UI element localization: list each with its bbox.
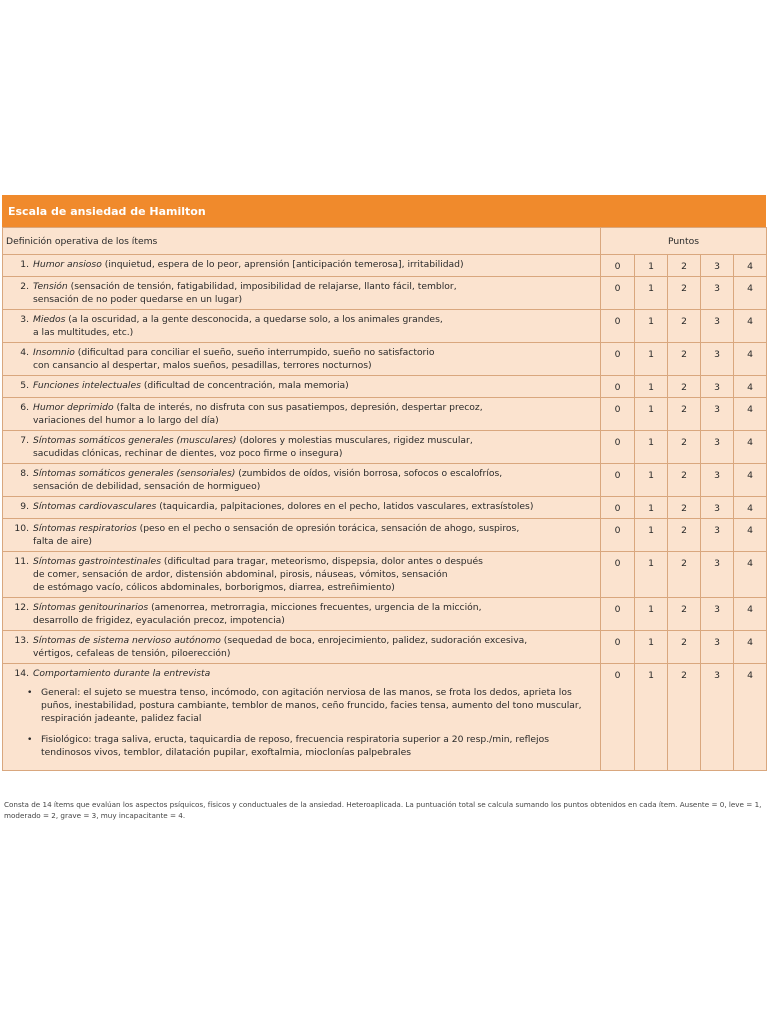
table-row — [3, 519, 767, 552]
score-cell: 1 — [635, 464, 668, 497]
item-number: 11. — [14, 556, 29, 567]
score-cell: 0 — [601, 598, 635, 631]
item-description — [3, 664, 601, 771]
table-row — [3, 255, 767, 277]
score-cell: 1 — [635, 552, 668, 598]
score-cell: 4 — [734, 497, 767, 519]
item-description — [3, 497, 601, 519]
item-text-line2: sensación de no poder quedarse en un lugar) — [33, 294, 243, 305]
table-row — [3, 464, 767, 497]
score-cell: 2 — [668, 255, 701, 277]
score-cell: 3 — [701, 464, 734, 497]
score-cell: 1 — [635, 376, 668, 398]
item-number: 8. — [20, 468, 29, 479]
item-number: 9. — [20, 501, 29, 512]
score-cell: 3 — [701, 631, 734, 664]
score-cell: 2 — [668, 631, 701, 664]
item-number: 13. — [14, 635, 29, 646]
score-cell: 3 — [701, 664, 734, 771]
item-number: 5. — [20, 380, 29, 391]
score-cell: 1 — [635, 343, 668, 376]
item-number: 4. — [20, 347, 29, 358]
score-cell: 1 — [635, 398, 668, 431]
item-name: Síntomas genitourinarios — [33, 602, 149, 613]
item-text: (dificultad de concentración, mala memoria) — [140, 380, 349, 391]
score-cell: 1 — [635, 598, 668, 631]
item-number: 2. — [20, 281, 29, 292]
score-cell: 3 — [701, 310, 734, 343]
item-name: Humor ansioso — [33, 259, 102, 270]
score-cell: 4 — [734, 431, 767, 464]
score-cell: 2 — [668, 598, 701, 631]
score-cell: 3 — [701, 343, 734, 376]
item-text: (dificultad para tragar, meteorismo, dispepsia, dolor antes o después — [160, 556, 483, 567]
score-cell: 1 — [635, 277, 668, 310]
item-description — [3, 631, 601, 664]
table-row — [3, 552, 767, 598]
item-number: 6. — [20, 402, 29, 413]
score-cell: 1 — [635, 431, 668, 464]
score-cell: 2 — [668, 431, 701, 464]
item-name: Síntomas respiratorios — [33, 523, 137, 534]
table-row — [3, 598, 767, 631]
score-cell: 2 — [668, 497, 701, 519]
item-name: Síntomas somáticos generales (sensoriales) — [33, 468, 236, 479]
score-cell: 0 — [601, 343, 635, 376]
table-row — [3, 310, 767, 343]
item14-physio: • Fisiológico: traga saliva, eructa, taquicardia de reposo, frecuencia respiratoria superior a 20 resp./min, reflejos tendinosos vivos, temblor, dilatación pupilar, exoftalmia, mioclonías palpebrales — [31, 733, 597, 759]
item-text: (inquietud, espera de lo peor, aprensión [anticipación temerosa], irritabilidad) — [101, 259, 464, 270]
table-title: Escala de ansiedad de Hamilton — [2, 195, 766, 227]
score-cell: 2 — [668, 519, 701, 552]
table-row — [3, 277, 767, 310]
score-cell: 2 — [668, 277, 701, 310]
item-name: Tensión — [33, 281, 68, 292]
table-row — [3, 431, 767, 464]
item-text: (sensación de tensión, fatigabilidad, imposibilidad de relajarse, llanto fácil, temblor, — [67, 281, 457, 292]
score-cell: 0 — [601, 497, 635, 519]
score-cell: 4 — [734, 376, 767, 398]
score-cell: 1 — [635, 631, 668, 664]
item-text: (zumbidos de oídos, visión borrosa, sofocos o escalofríos, — [235, 468, 503, 479]
item-text: (dolores y molestias musculares, rigidez muscular, — [236, 435, 473, 446]
score-cell: 0 — [601, 255, 635, 277]
score-cell: 0 — [601, 398, 635, 431]
header-definition: Definición operativa de los ítems — [3, 228, 601, 255]
item-number: 1. — [20, 259, 29, 270]
item-text: (sequedad de boca, enrojecimiento, palidez, sudoración excesiva, — [220, 635, 528, 646]
table-row — [3, 343, 767, 376]
score-cell: 4 — [734, 552, 767, 598]
item-name: Miedos — [33, 314, 66, 325]
item-number: 14. — [14, 668, 29, 679]
item-description — [3, 519, 601, 552]
score-cell: 4 — [734, 310, 767, 343]
score-cell: 1 — [635, 497, 668, 519]
item-number: 3. — [20, 314, 29, 325]
score-cell: 0 — [601, 376, 635, 398]
item-text: (a la oscuridad, a la gente desconocida, a quedarse solo, a los animales grandes, — [65, 314, 443, 325]
item-text-line2: desarrollo de frigidez, eyaculación precoz, impotencia) — [33, 615, 285, 626]
score-cell: 3 — [701, 277, 734, 310]
item-number: 10. — [14, 523, 29, 534]
score-cell: 4 — [734, 519, 767, 552]
item-description — [3, 277, 601, 310]
score-cell: 2 — [668, 310, 701, 343]
score-cell: 4 — [734, 664, 767, 771]
score-cell: 3 — [701, 598, 734, 631]
score-cell: 1 — [635, 519, 668, 552]
item-text-line2: variaciones del humor a lo largo del día) — [33, 415, 219, 426]
item-text-line2: a las multitudes, etc.) — [33, 327, 134, 338]
item14-general: • General: el sujeto se muestra tenso, incómodo, con agitación nerviosa de las manos, se frota los dedos, aprieta los puños, inestabilidad, postura cambiante, temblor de manos, ceño fruncido, facies tensa, aumento del tono muscular, respiración jadeante, palidez facial — [31, 686, 597, 725]
table-row — [3, 398, 767, 431]
item-text: (amenorrea, metrorragia, micciones frecuentes, urgencia de la micción, — [148, 602, 482, 613]
score-cell: 3 — [701, 497, 734, 519]
score-cell: 2 — [668, 343, 701, 376]
score-cell: 4 — [734, 255, 767, 277]
score-cell: 4 — [734, 464, 767, 497]
item14-list — [31, 686, 597, 759]
score-cell: 0 — [601, 310, 635, 343]
score-cell: 4 — [734, 398, 767, 431]
item-text: (taquicardia, palpitaciones, dolores en el pecho, latidos vasculares, extrasístoles) — [156, 501, 534, 512]
item-description — [3, 464, 601, 497]
item-description — [3, 376, 601, 398]
score-cell: 0 — [601, 277, 635, 310]
score-cell: 0 — [601, 519, 635, 552]
score-cell: 2 — [668, 552, 701, 598]
item-description — [3, 552, 601, 598]
score-cell: 4 — [734, 598, 767, 631]
table-row — [3, 376, 767, 398]
table-row — [3, 497, 767, 519]
score-cell: 0 — [601, 664, 635, 771]
score-cell: 0 — [601, 464, 635, 497]
footnote: Consta de 14 ítems que evalúan los aspectos psíquicos, físicos y conductuales de la ansiedad. Heteroaplicada. La puntuación total se calcula sumando los puntos obtenidos en cada ítem. Ausente = 0, leve = 1, moderado = 2, grave = 3, muy incapacitante = 4. — [4, 800, 762, 820]
item-text-line2: con cansancio al despertar, malos sueños, pesadillas, terrores nocturnos) — [33, 360, 372, 371]
item-description — [3, 398, 601, 431]
table-row — [3, 631, 767, 664]
item-name: Funciones intelectuales — [33, 380, 141, 391]
item-text-line3: de estómago vacío, cólicos abdominales, borborigmos, diarrea, estreñimiento) — [33, 582, 395, 593]
item-name: Síntomas cardiovasculares — [33, 501, 157, 512]
header-row — [3, 228, 767, 255]
item-name: Insomnio — [33, 347, 75, 358]
item-text: (falta de interés, no disfruta con sus pasatiempos, depresión, despertar precoz, — [113, 402, 483, 413]
item-number: 12. — [14, 602, 29, 613]
item-description — [3, 431, 601, 464]
score-cell: 1 — [635, 664, 668, 771]
score-cell: 2 — [668, 464, 701, 497]
score-cell: 3 — [701, 376, 734, 398]
items-table — [2, 227, 767, 771]
score-cell: 4 — [734, 631, 767, 664]
item-text-line2: vértigos, cefaleas de tensión, piloerección) — [33, 648, 231, 659]
table-row — [3, 664, 767, 771]
header-points: Puntos — [601, 228, 767, 255]
item-description — [3, 343, 601, 376]
item-description — [3, 255, 601, 277]
score-cell: 1 — [635, 310, 668, 343]
item-name: Síntomas gastrointestinales — [33, 556, 161, 567]
score-cell: 0 — [601, 431, 635, 464]
item-text-line2: falta de aire) — [33, 536, 92, 547]
item-name: Síntomas de sistema nervioso autónomo — [33, 635, 221, 646]
item-text-line2: sacudidas clónicas, rechinar de dientes, voz poco firme o insegura) — [33, 448, 343, 459]
item-text: (dificultad para conciliar el sueño, sueño interrumpido, sueño no satisfactorio — [74, 347, 435, 358]
hamilton-table — [2, 195, 766, 771]
item-number: 7. — [20, 435, 29, 446]
item-description — [3, 598, 601, 631]
score-cell: 3 — [701, 519, 734, 552]
score-cell: 3 — [701, 255, 734, 277]
item-text-line2: de comer, sensación de ardor, distensión abdominal, pirosis, náuseas, vómitos, sensación — [33, 569, 448, 580]
score-cell: 2 — [668, 398, 701, 431]
item-text: (peso en el pecho o sensación de opresión torácica, sensación de ahogo, suspiros, — [136, 523, 520, 534]
item-text-line2: sensación de debilidad, sensación de hormigueo) — [33, 481, 261, 492]
item-name: Comportamiento durante la entrevista — [33, 668, 211, 679]
score-cell: 3 — [701, 398, 734, 431]
score-cell: 2 — [668, 664, 701, 771]
score-cell: 4 — [734, 277, 767, 310]
score-cell: 3 — [701, 552, 734, 598]
item-name: Síntomas somáticos generales (musculares) — [33, 435, 237, 446]
score-cell: 4 — [734, 343, 767, 376]
score-cell: 0 — [601, 631, 635, 664]
score-cell: 2 — [668, 376, 701, 398]
score-cell: 1 — [635, 255, 668, 277]
score-cell: 0 — [601, 552, 635, 598]
score-cell: 3 — [701, 431, 734, 464]
item-name: Humor deprimido — [33, 402, 114, 413]
item-description — [3, 310, 601, 343]
